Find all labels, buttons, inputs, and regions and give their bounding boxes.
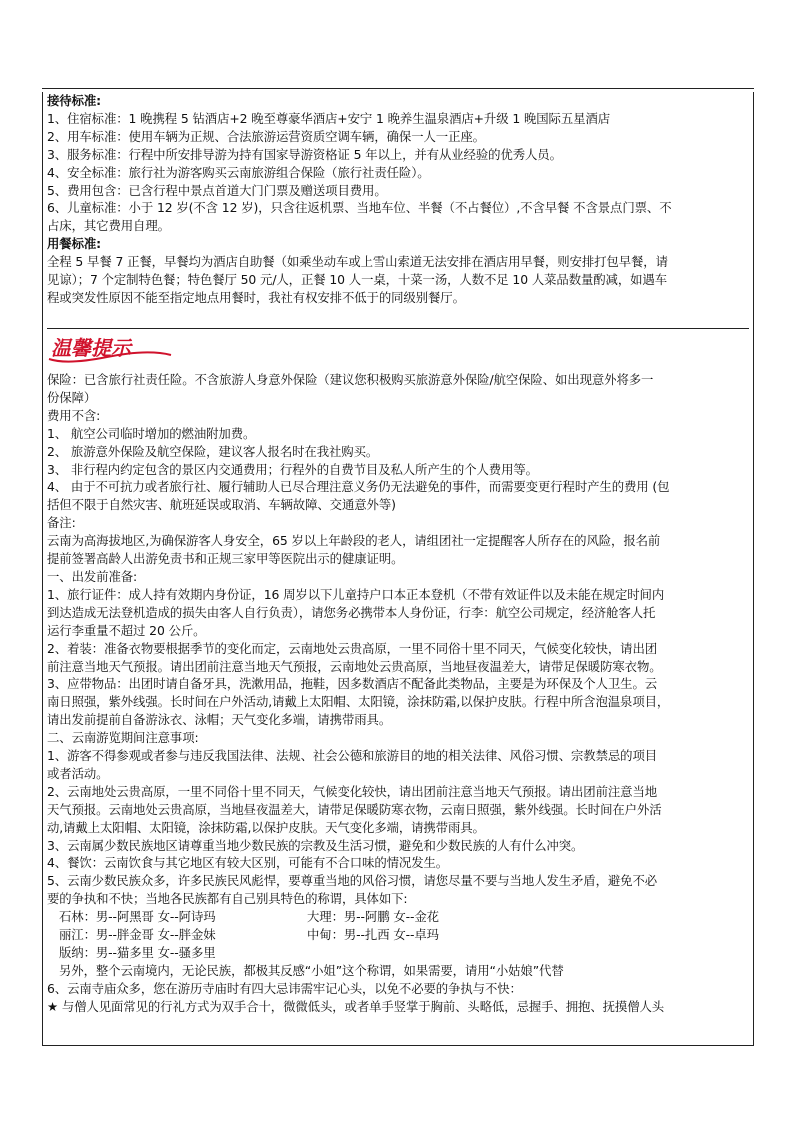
remark-line: 提前签署高龄人出游免责书和正规三家甲等医院出示的健康证明。 bbox=[47, 551, 404, 567]
meals-title: 用餐标准: bbox=[47, 236, 102, 252]
nickname-entry: 石林：男--阿黑哥 女--阿诗玛 bbox=[59, 909, 216, 925]
itinerary-table bbox=[42, 92, 754, 1046]
notes-line: 2、云南地处云贵高原，一里不同俗十里不同天，气候变化较快，请出团前注意当地天气预报。请出团前注意当地 bbox=[47, 783, 658, 799]
excluded-title: 费用不含: bbox=[47, 407, 101, 423]
warm-tips-banner-art bbox=[47, 335, 177, 367]
prep-line: 到达造成无法登机造成的损失由客人自行负责），请您务必携带本人身份证，行李：航空公司规定，经济舱客人托 bbox=[47, 604, 656, 620]
notes-line: 或者活动。 bbox=[47, 765, 109, 781]
nickname-entry: 大理：男--阿鹏 女--金花 bbox=[307, 909, 439, 925]
notes-line: 5、云南少数民族众多，许多民族民风彪悍，要尊重当地的风俗习惯，请您尽量不要与当地人发生矛盾，避免不必 bbox=[47, 873, 658, 889]
nickname-entry: 版纳：男--猫多里 女--骚多里 bbox=[59, 945, 216, 960]
meals-line: 全程 5 早餐 7 正餐，早餐均为酒店自助餐（如乘坐动车或上雪山索道无法安排在酒店用早餐，则安排打包早餐，请 bbox=[47, 254, 668, 270]
banner-text: 温馨提示 bbox=[51, 336, 131, 360]
meals-line: 程或突发性原因不能至指定地点用餐时，我社有权安排不低于的同级别餐厅。 bbox=[47, 289, 465, 305]
notes-line: 4、餐饮：云南饮食与其它地区有较大区别，可能有不合口味的情况发生。 bbox=[47, 855, 449, 871]
notes-line: 动,请戴上太阳帽、太阳镜，涂抹防霜,以保护皮肤。天气变化多端，请携带雨具。 bbox=[47, 819, 485, 835]
excluded-line: 1、 航空公司临时增加的燃油附加费。 bbox=[47, 425, 256, 441]
top-rule bbox=[42, 88, 754, 89]
meals-line: 见谅）；7 个定制特色餐；特色餐厅 50 元/人，正餐 10 人一桌，十菜一汤，人数不足 10 人菜品数量酌减，如遇车 bbox=[47, 272, 668, 288]
excluded-line: 3、 非行程内约定包含的景区内交通费用；行程外的自费节目及私人所产生的个人费用等。 bbox=[47, 461, 538, 477]
nickname-note: 另外，整个云南境内，无论民族，都极其反感“小姐”这个称谓，如果需要，请用“小姑娘”代替 bbox=[59, 962, 564, 978]
nickname-row bbox=[47, 908, 749, 926]
notes-line: 1、游客不得参观或者参与违反我国法律、法规、社会公德和旅游目的地的相关法律、风俗习惯、宗教禁忌的项目 bbox=[47, 748, 658, 764]
reception-line: 3、服务标准：行程中所安排导游为持有国家导游资格证 5 年以上，并有从业经验的优秀人员。 bbox=[47, 146, 562, 162]
standards-cell bbox=[47, 92, 749, 329]
remark-line: 云南为高海拔地区,为确保游客人身安全，65 岁以上年龄段的老人，请组团社一定提醒客人所存在的风险，报名前 bbox=[47, 533, 661, 549]
prep-line: 3、应带物品：出团时请自备牙具，洗漱用品，拖鞋，因多数酒店不配备此类物品，主要是为环保及个人卫生。云 bbox=[47, 676, 658, 692]
prep-line: 南日照强，紫外线强。长时间在户外活动,请戴上太阳帽、太阳镜，涂抹防霜,以保护皮肤。行程中所含泡温泉项目， bbox=[47, 694, 670, 710]
excluded-line: 2、 旅游意外保险及航空保险，建议客人报名时在我社购买。 bbox=[47, 443, 379, 459]
notes-title: 二、云南游览期间注意事项: bbox=[47, 730, 199, 746]
warm-tips-banner bbox=[47, 335, 749, 367]
prep-line: 1、旅行证件：成人持有效期内身份证，16 周岁以下儿童持户口本正本登机（不带有效证件以及未能在规定时间内 bbox=[47, 586, 665, 602]
temple-rule-line: ★ 与僧人见面常见的行礼方式为双手合十，微微低头，或者单手竖掌于胸前、头略低，忌握手、拥抱、抚摸僧人头 bbox=[47, 998, 665, 1014]
reception-line: 4、安全标准：旅行社为游客购买云南旅游组合保险（旅行社责任险）。 bbox=[47, 164, 430, 180]
prep-title: 一、出发前准备: bbox=[47, 568, 138, 584]
excluded-line: 括但不限于自然灾害、航班延误或取消、车辆故障、交通意外等) bbox=[47, 497, 396, 513]
nickname-row bbox=[47, 926, 749, 944]
tips-cell bbox=[47, 329, 749, 1016]
notes-line: 3、云南属少数民族地区请尊重当地少数民族的宗教及生活习惯，避免和少数民族的人有什么冲突。 bbox=[47, 837, 584, 853]
reception-line: 占床，其它费用自理。 bbox=[47, 218, 170, 234]
reception-line: 6、儿童标准：小于 12 岁(不含 12 岁)，只含往返机票、当地车位、半餐（不占餐位）,不含早餐 不含景点门票、不 bbox=[47, 200, 672, 216]
prep-line: 2、着装：准备衣物要根据季节的变化而定，云南地处云贵高原，一里不同俗十里不同天，气候变化较快，请出团 bbox=[47, 640, 658, 656]
nickname-entry: 丽江：男--胖金哥 女--胖金妹 bbox=[59, 927, 216, 943]
insurance-line: 保险：已含旅行社责任险。不含旅游人身意外保险（建议您积极购买旅游意外保险/航空保险、如出现意外将多一 bbox=[47, 372, 654, 387]
nickname-entry: 中甸：男--扎西 女--卓玛 bbox=[307, 927, 439, 943]
insurance-line: 份保障） bbox=[47, 389, 97, 405]
excluded-line: 4、 由于不可抗力或者旅行社、履行辅助人已尽合理注意义务仍无法避免的事件，而需要变更行程时产生的费用 (包 bbox=[47, 479, 670, 495]
notes-line: 天气预报。云南地处云贵高原，当地昼夜温差大，请带足保暖防寒衣物，云南日照强，紫外线强。长时间在户外活 bbox=[47, 801, 662, 817]
reception-line: 1、住宿标准：1 晚携程 5 钻酒店+2 晚至尊豪华酒店+安宁 1 晚养生温泉酒店+升级 1 晚国际五星酒店 bbox=[47, 110, 611, 126]
prep-line: 前注意当地天气预报。请出团前注意当地天气预报，云南地处云贵高原，当地昼夜温差大，请带足保暖防寒衣物。 bbox=[47, 658, 662, 674]
reception-line: 2、用车标准：使用车辆为正规、合法旅游运营资质空调车辆，确保一人一正座。 bbox=[47, 128, 485, 144]
notes-line: 要的争执和不快；当地各民族都有自己别具特色的称谓，具体如下: bbox=[47, 891, 408, 907]
nickname-row bbox=[47, 944, 749, 962]
reception-line: 5、费用包含：已含行程中景点首道大门门票及赠送项目费用。 bbox=[47, 182, 387, 198]
prep-line: 运行李重量不超过 20 公斤。 bbox=[47, 622, 206, 638]
temple-line: 6、云南寺庙众多，您在游历寺庙时有四大忌讳需牢记心头，以免不必要的争执与不快： bbox=[47, 980, 522, 996]
prep-line: 请出发前提前自备游泳衣、泳帽；天气变化多端，请携带雨具。 bbox=[47, 712, 392, 728]
remark-title: 备注: bbox=[47, 515, 76, 531]
reception-title: 接待标准: bbox=[47, 93, 102, 108]
